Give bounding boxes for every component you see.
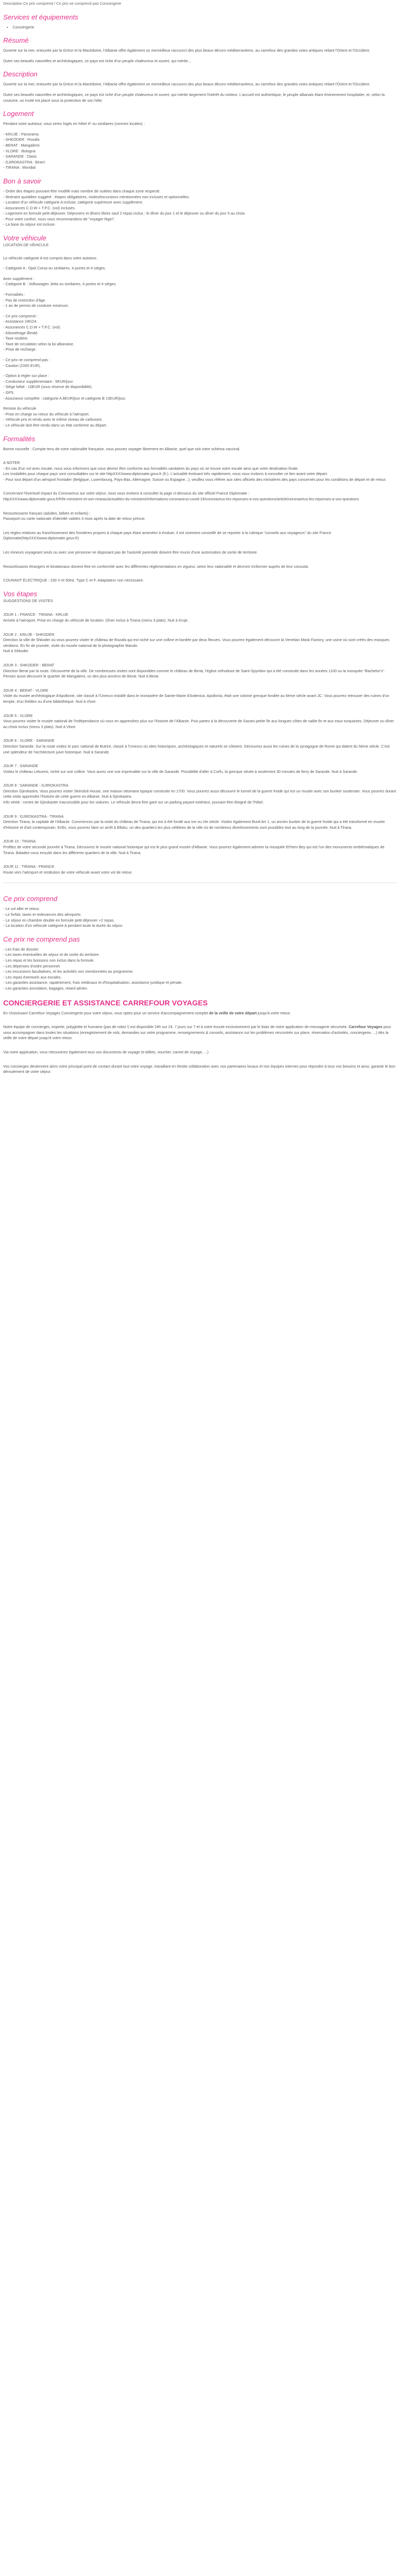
vehicule-paragraph: Le véhicule catégorie A est compris dans votre autotour. bbox=[3, 255, 98, 260]
list-item: - Les frais de dossier. bbox=[3, 946, 40, 952]
list-item: - Les garanties annulation, bagages, retard aérien. bbox=[3, 985, 89, 991]
list-item: - Le véhicule doit être rendu dans un état conforme au départ. bbox=[3, 422, 107, 428]
day-heading: JOUR 8 : SARANDE - GJIROKASTRA bbox=[3, 783, 69, 788]
list-item: - Itinéraire quotidien suggéré : étapes obligatoires, visites/excursions mentionnées non incluses et optionnelles. bbox=[3, 194, 190, 199]
conciergerie-paragraph bbox=[3, 1011, 397, 1016]
list-item: - La base du séjour est incluse. bbox=[3, 222, 56, 227]
day-body: Direction Sarande. Sur la route visitez le parc national de Butrint, classé à l'Unesco où sites historiques, archéologiques et naturels se côtoient. Découvrez aussi les ruines de la synagogue de Rome qui datent du 5ème siècle. C'est une splendeur de l'architecture juive historique. Nuit à Sarande. bbox=[3, 743, 390, 754]
vehicule-supp: - Catégorie B : Volkswagen Jetta ou similaires, 4 portes et 4 sièges. bbox=[3, 282, 117, 287]
vehicule-options bbox=[3, 373, 397, 401]
list-item: - Les excursions facultatives, et les activités non mentionnées au programme. bbox=[3, 969, 134, 974]
vehicule-remise bbox=[3, 406, 397, 428]
bonasavoir-list bbox=[3, 189, 397, 228]
text-run: pour vous accompagner dans toutes les situations (enregistrement de vols, demandes sur votre programme, renseignements & conseils, assistance sur les problèmes rencontrés sur place, réservation d'activités, conciergerie, ...) dès la veille de votre départ jusqu'à votre retour. bbox=[3, 1024, 392, 1041]
formalites-note-title: A NOTER bbox=[3, 460, 20, 466]
list-item: - Logement en formule petit déjeuner. Déjeuners et dîners libres sauf 2 repas inclus : le dîner du jour 1 et le déjeuner ou dîner du jour 5 au choix. bbox=[3, 211, 246, 216]
day-body: Direction Gjirokastra. Vous pourrez visiter Skenduli House, une maison ottomane typique construite en 1700. Vous pourrez aussi découvrir le tunnel de la guerre froide qui est un musée avec son bunker souterrain. Vous pourrez durant cette visite apprendre l'histoire de cette guerre en Albanie. Nuit à Gjirokastra. Info vérité : centre de Gjirokastër inaccessible pour les voitures. Le véhicule devra être garé sur un parking payant extérieur, pouvant être éloigné de l'hôtel. bbox=[3, 788, 396, 805]
list-item: - Véhicule pris et rendu avec le même niveau de carburant. bbox=[3, 417, 103, 422]
description-paragraph: Outre ses beautés naturelles et archéologiques, ce pays est riche d'un peuple chaleureux et ouvert, qui mérite largement l'intérêt du visiteur. L'accueil est authentique, le peuple albanais étant éminemment hospitalier, et, selon la coutume, un invité est placé sous la protection de son hôte. bbox=[3, 92, 385, 103]
formalites-link[interactable]: httpXXXXwww.diplomatie.gouv.fr/fr/le-ministere-et-son-reseau/actualites-du-ministere/informations-coronavirus-covid-19/coronavirus-les-reponses-a-vos-questions/article/coronavirus-les-reponses-a-vos-questions bbox=[3, 497, 359, 502]
etapes-title: Vos étapes bbox=[3, 589, 37, 598]
day-body: Arrivée à l'aéroport. Prise en charge du véhicule de location. Dîner inclus à Tirana (menu 3 plats). Nuit à Kruje. bbox=[3, 618, 189, 623]
list-item: - Siège bébé : 10EUR (sous réserve de disponibilité). bbox=[3, 384, 93, 390]
description-title: Description bbox=[3, 70, 38, 79]
text-run: jusqu'à votre retour. bbox=[256, 1010, 291, 1015]
formalites-paragraph: Les règles relatives au franchissement des frontières propres à chaque pays étant amenées à évoluer, il est vivement conseillé de se reporter à la rubrique "conseils aux voyageurs" du site France Diplomatie(httpXXXXwww.diplomatie.gouv.fr) bbox=[3, 530, 331, 541]
formalites-paragraph: COURANT ÉLECTRIQUE : 230 V et 50Hz. Type C et F. Adaptateur non nécessaire. bbox=[3, 578, 144, 583]
etape-day bbox=[3, 814, 397, 831]
list-item: Les modalités pour chaque pays sont consultables sur le site httpXXXXwww.diplomatie.gouv.fr (fr.). L'actualité évoluant très rapidement, nous vous invitons à consulter ce lien avant votre départ. bbox=[3, 471, 328, 477]
etape-day bbox=[3, 783, 397, 805]
day-heading: JOUR 5 : VLORE bbox=[3, 713, 33, 718]
list-item: - La location d'un véhicule catégorie A pendant toute la durée du séjour. bbox=[3, 923, 123, 928]
vehicule-formalites bbox=[3, 292, 397, 309]
list-item: - Ordre des étapes pouvant être modifié mais nombre de nuitées dans chaque zone respecté. bbox=[3, 188, 161, 193]
vehicule-subtitle: LOCATION DE VÉHICULE bbox=[3, 243, 49, 248]
list-item: - Les repas éventuels aux escales. bbox=[3, 974, 62, 980]
list-item: - Pour votre confort, nous vous recommandons de "voyager léger". bbox=[3, 216, 116, 221]
day-heading: JOUR 9 : GJIROKASTRA - TIRANA bbox=[3, 814, 64, 819]
list-item: - Taxe routière. bbox=[3, 336, 28, 341]
formalites-paragraph: Bonne nouvelle : Compte tenu de votre nationalité française, vous pouvez voyager librement en Albanie, quel que soit votre schéma vaccinal. bbox=[3, 446, 241, 451]
logement-title: Logement bbox=[3, 110, 34, 118]
day-body: Visite du musée archéologique d'Apollonie, site classé à l'Unesco installé dans le monastère de Sainte-Marie d'Ardenica. Apollonia, était une colonie grecque fondée au 6ème siècle avant JC. Vous pourrez retrouver des ruines d'un temple, d'un théâtre ou d'une bibliothèque. Nuit à Vlore. bbox=[3, 693, 389, 704]
day-heading: JOUR 10 : TIRANA bbox=[3, 839, 36, 844]
logement-intro: Pendant votre autotour, vous serez logés en hôtel 4* ou similaires (normes locales) : bbox=[3, 121, 145, 127]
list-item: - Les garanties assistance, rapatriement, frais médicaux et d'hospitalisation, assistance juridique et pénale. bbox=[3, 980, 183, 985]
etape-day bbox=[3, 688, 397, 705]
list-item: - Le forfait, taxes et redevances des aéroports. bbox=[3, 912, 82, 917]
day-body: Visitez le château Lekuresi, niché sur une colline. Vous aurez une vue imprenable sur la ville de Sarande. Possibilité d'aller à Corfu, la grecque située à seulement 30 minutes de ferry de Sarande. Nuit à Sarande. bbox=[3, 769, 358, 774]
prix-comprend-list bbox=[3, 906, 397, 928]
services-title: Services et équipements bbox=[3, 13, 79, 21]
conciergerie-paragraph: Vos concierges deviennent alors votre principal point de contact durant tout votre voyage, travaillant en étroite collaboration avec nos partenaires locaux et nos équipes internes pour répondre à tous vos besoins et ainsi, garantir le bon déroulement de votre séjour. bbox=[3, 1063, 396, 1074]
list-item: - Les dépenses d'ordre personnel. bbox=[3, 963, 61, 969]
etape-day bbox=[3, 763, 397, 774]
prix-exclus-list bbox=[3, 947, 397, 992]
text-run: Notre équipe de concierges, experte, polyglotte et humaine (pas de robot !) est disponible 24h sur 24, 7 jours sur 7 et à votre écoute exclusivement par le biais de notre application de messagerie sécurisée. bbox=[3, 1024, 349, 1030]
day-body: Vous pourrez visiter le musée national de l'Indépendance où vous en apprendrez plus sur l'histoire de l'Albanie. Puis partez à la découverte de Sazani petite île aux longues côtes de sable fin et aux eaux turquoises. Déjeuner ou dîner au choix inclus (menu 3 plats). Nuit à Vlore. bbox=[3, 719, 394, 729]
description-paragraph: Ouverte sur la mer, entourée par la Grèce et la Macédoine, l'Albanie offre également un merveilleux raccourci des plus beaux décors méditerranéens, au carrefour des grandes voies antiques reliant l'Orient et l'Occident. bbox=[3, 82, 370, 87]
formalites-paragraph: Ressortissants étrangers et binationaux doivent être en conformité avec les différentes réglementations en vigueur, selon leur nationalité et devront s'informer auprès de leur consulat. bbox=[3, 564, 309, 569]
page bbox=[0, 0, 400, 1075]
bonasavoir-title: Bon à savoir bbox=[3, 177, 42, 185]
list-item: - Pour tout départ d'un aéroport frontalier (Belgique, Luxembourg, Pays-Bas, Allemagne, Suisse ou Espagne...), veuillez vous référer aux sites officiels des ministères des pays concernés pour les conditions de départ et de retour. bbox=[3, 477, 387, 482]
conciergerie-title: CONCIERGERIE ET ASSISTANCE CARREFOUR VOYAGES bbox=[3, 998, 208, 1007]
list-item: - En cas d'un vol avec escale, nous vous informons que vous devrez être conforme aux formalités sanitaires du pays où se trouve votre escale ainsi que votre destination finale. bbox=[3, 466, 299, 471]
formalites-note bbox=[3, 466, 397, 483]
list-item: - Pas de restriction d'âge. bbox=[3, 297, 46, 303]
services-list bbox=[13, 25, 397, 31]
list-item: - SHKODER : Rozafa bbox=[3, 137, 40, 142]
logement-list bbox=[3, 132, 397, 171]
list-item: - Assurance complète : catégorie A 8EUR/jour et catégorie B 13EUR/jour. bbox=[3, 395, 126, 401]
day-body: Direction la ville de Shkoder où vous pourrez visiter le château de Rozafa qui est niché sur une colline et bordée par deux fleuves. Vous pourrez également découvrir la Venetian Mask Factory, une usine où sont créés des masques vénitiens. En fin de journée, visite du musée national de la photographie Marubi. Nuit à Shkoder. bbox=[3, 637, 389, 654]
list-item: - Ce prix comprend : bbox=[3, 313, 38, 318]
vehicule-title: Votre véhicule bbox=[3, 234, 46, 243]
list-item: - GPS. bbox=[3, 390, 15, 395]
list-item: - Les repas et les boissons non inclus dans la formule. bbox=[3, 957, 94, 963]
list-item: - Caution (1000 EUR). bbox=[3, 363, 41, 368]
list-item: - KRUJE : Panorama bbox=[3, 131, 39, 137]
day-heading: JOUR 6 : VLORE - SARANDE bbox=[3, 738, 55, 743]
etape-day bbox=[3, 713, 397, 730]
list-item: - GJIROKASTRA : Bineri bbox=[3, 159, 45, 164]
list-item: - Kilométrage illimité. bbox=[3, 330, 39, 335]
day-heading: JOUR 3 : SHKODER - BERAT bbox=[3, 662, 54, 667]
list-item: - Option à régler sur place : bbox=[3, 373, 50, 379]
etape-day bbox=[3, 738, 397, 755]
list-item: - VLORE : Bologna bbox=[3, 148, 36, 153]
list-item: - TIRANA : Mondial bbox=[3, 165, 36, 170]
formalites-paragraph: Concernant l'éventuel impact du Coronavirus sur votre séjour, nous vous invitons à consulter la page ci-dessous du site officiel France Diplomatie : bbox=[3, 491, 250, 496]
list-item: Remise du véhicule bbox=[3, 406, 36, 411]
formalites-title: Formalités bbox=[3, 434, 35, 443]
resume-paragraph: Ouverte sur la mer, entourée par la Grèce et la Macédoine, l'Albanie offre également un merveilleux raccourci des plus beaux décors méditerranéens, au carrefour des grandes voies antiques reliant l'Orient et l'Occident. bbox=[3, 48, 370, 53]
prix-exclus-title: Ce prix ne comprend pas bbox=[3, 935, 80, 943]
list-item: - SARANDE : Oasis bbox=[3, 154, 37, 159]
day-body: Route vers l'aéroport et restitution de votre véhicule avant votre vol de retour. bbox=[3, 869, 133, 875]
etapes-subtitle: SUGGESTIONS DE VISITES bbox=[3, 598, 53, 603]
list-item: - Prise en charge ou retour du véhicule à l'aéroport. bbox=[3, 411, 90, 417]
prix-comprend-title: Ce prix comprend bbox=[3, 895, 58, 903]
day-body: Profitez de votre seconde journée à Tirana. Découvrez le musée national historique qui est le plus grand musée d'Albanie. Vous pourrez également admirer la mosquée Et'hem Bey qui est l'un des monuments emblématiques de Tirana. Baladez-vous ensuite dans les différents quartiers de la ville. Nuit à Tirana. bbox=[3, 845, 385, 855]
list-item: • Conciergerie bbox=[13, 25, 397, 31]
list-item: - Le séjour en chambre double en formule petit déjeuner +2 repas. bbox=[3, 917, 115, 923]
etape-day bbox=[3, 864, 397, 875]
day-heading: JOUR 1 : FRANCE - TIRANA - KRUJE bbox=[3, 612, 69, 617]
text-emphasis: de la veille de votre départ bbox=[209, 1010, 257, 1015]
list-item: - BERAT : Mangalemi bbox=[3, 142, 40, 148]
list-item: - Location d'un véhicule catégorie A incluse, catégorie supérieure avec supplément. bbox=[3, 200, 144, 205]
etape-day bbox=[3, 839, 397, 856]
list-item: - Conducteur supplémentaire : 5EUR/jour. bbox=[3, 379, 74, 384]
vehicule-exclus bbox=[3, 357, 397, 369]
list-item: - Prise de recharge. bbox=[3, 347, 37, 352]
etape-day bbox=[3, 632, 397, 654]
day-heading: JOUR 11 : TIRANA - FRANCE bbox=[3, 864, 54, 869]
vehicule-supp-title: Avec supplément : bbox=[3, 276, 34, 281]
list-item: - Formalités : bbox=[3, 292, 25, 297]
etape-day bbox=[3, 612, 397, 623]
vehicule-paragraph: - Catégorie A : Opel Corsa ou similaires, 4 portes et 4 sièges. bbox=[3, 266, 106, 271]
text-run: En choisissant Carrefour Voyages Conciergerie pour votre séjour, vous optez pour un service d'accompagnement complet bbox=[3, 1010, 209, 1015]
day-heading: JOUR 7 : SARANDE bbox=[3, 763, 39, 769]
list-item: - Assurances C.D.W + T.P.C. (vol). bbox=[3, 325, 61, 330]
list-item: - Le vol aller et retour. bbox=[3, 906, 40, 912]
formalites-paragraph: Les mineurs voyageant seuls ou avec une personne ne disposant pas de l'autorité parentale doivent être munis d'une autorisation de sortie de territoire. bbox=[3, 550, 258, 555]
day-body: Direction Berat par la route. Découverte de la ville. De nombreuses visites sont disponibles comme le château de Berat, l'église orthodoxe de Saint-Spyridon qui a été construite dans les années 1100 ou la mosquée "Bachelor's". Pensez aussi découvrir le quartier de Mangalemi, un des plus anciens de Berat. Nuit à Berat. bbox=[3, 668, 385, 679]
vehicule-inclus bbox=[3, 314, 397, 353]
breadcrumb: Description Ce prix comprend / Ce prix ne comprend pas Conciergerie bbox=[3, 1, 121, 6]
list-item: - Assistance 24h/24. bbox=[3, 319, 37, 324]
resume-title: Résumé bbox=[3, 36, 29, 45]
list-item: - Ce prix ne comprend pas : bbox=[3, 357, 50, 362]
list-item: - Taxe de circulation selon la loi albanaise. bbox=[3, 341, 74, 346]
formalites-paragraph: Ressortissants français (adultes, bébés et enfants) : Passeport ou carte nationale d'identité valides 3 mois après la date de retour prévue. bbox=[3, 510, 146, 521]
list-item: - Les taxes éventuelles de séjour et de sortie du territoire. bbox=[3, 952, 100, 957]
text-emphasis: Carrefour Voyages bbox=[348, 1024, 383, 1030]
day-heading: JOUR 4 : BERAT - VLORE bbox=[3, 687, 49, 693]
resume-paragraph: Outre ses beautés naturelles et archéologiques, ce pays est riche d'un peuple chaleureux et ouvert, qui mérite... bbox=[3, 58, 192, 63]
list-item: - Assurances C.D.W + T.P.C. (vol) incluses. bbox=[3, 205, 76, 210]
day-body: Direction Tirana, la capitale de l'Albanie. Commencez par la visite du château de Tirana, qui est à été fondé aux Ive ou Vie siècle. Visitez également Bunk'Art 1, un ancien bunker de la guerre froide qui a été transformé en musée d'Histoire et d'art contemporain. Enfin, vous pourrez faire un arrêt à Blloku, un des quartiers les plus célèbres de la ville où de nombreux divertissements sont possibles tout au long de la journée. Nuit à Tirana. bbox=[3, 819, 385, 830]
etape-day bbox=[3, 663, 397, 680]
list-item: - 1 an de permis de conduire minimum. bbox=[3, 303, 69, 308]
conciergerie-paragraph: Via notre application, vous retrouverez également tous vos documents de voyage (e-billets, voucher, carnet de voyage, ...) bbox=[3, 1049, 209, 1054]
day-heading: JOUR 2 : KRUJE - SHKODER bbox=[3, 632, 55, 637]
conciergerie-paragraph bbox=[3, 1024, 397, 1041]
